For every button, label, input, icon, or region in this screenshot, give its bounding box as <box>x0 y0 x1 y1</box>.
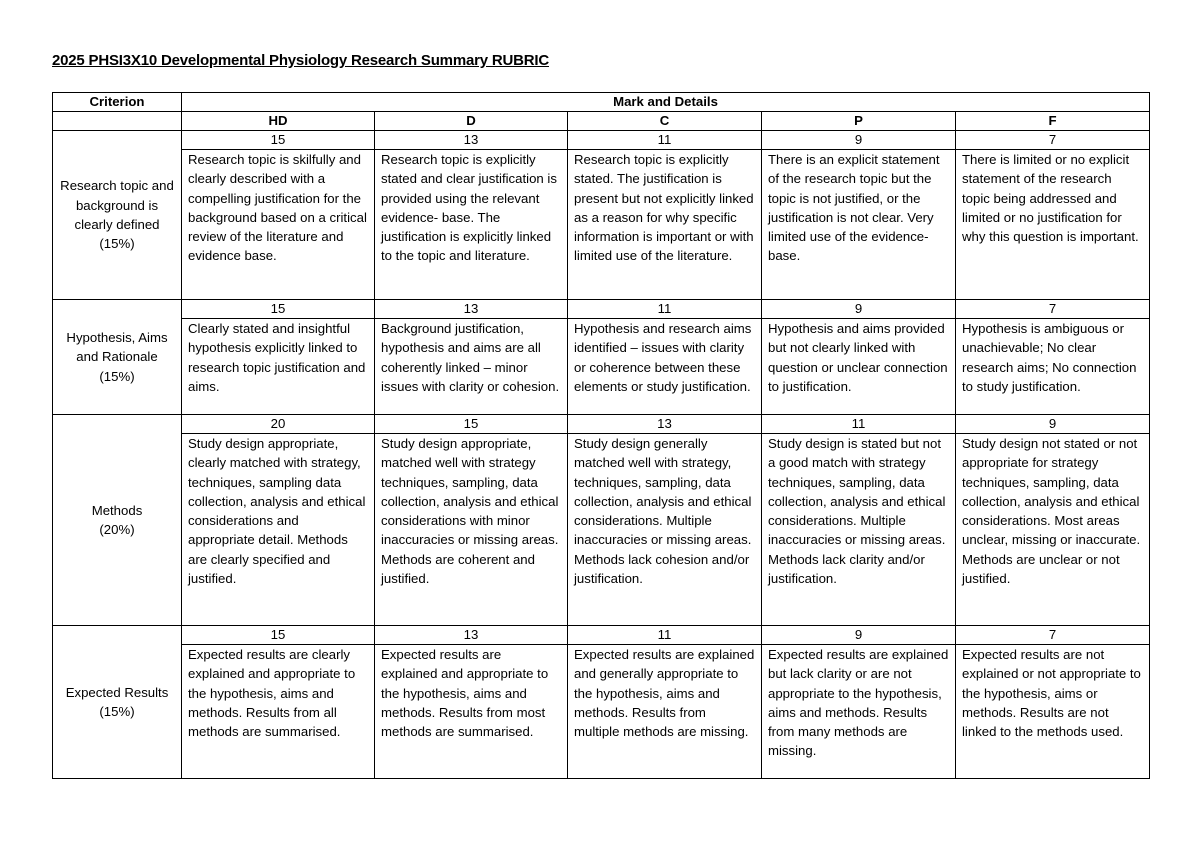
criterion-1-desc-row <box>53 150 1150 300</box>
grade-header-p: P <box>762 112 956 131</box>
criterion-header: Criterion <box>53 93 182 112</box>
mark-value: 15 <box>182 300 375 319</box>
grade-header-f: F <box>956 112 1150 131</box>
criterion-3-cell <box>53 415 182 626</box>
mark-value: 13 <box>375 626 568 645</box>
criterion-weight: (20%) <box>99 522 135 537</box>
document-title: 2025 PHSI3X10 Developmental Physiology Research Summary RUBRIC <box>52 52 549 69</box>
criterion-3-mark-row <box>53 415 1150 434</box>
mark-description: Expected results are explained and appropriate to the hypothesis, aims and methods. Results from most methods are summarised. <box>375 645 568 779</box>
criterion-1-mark-row <box>53 131 1150 150</box>
mark-description: Clearly stated and insightful hypothesis explicitly linked to research topic justification and aims. <box>182 319 375 415</box>
mark-value: 13 <box>375 131 568 150</box>
mark-description: Study design appropriate, matched well with strategy techniques, sampling, data collection, analysis and ethical considerations with minor inaccuracies or missing areas. Methods are coherent and justified. <box>375 434 568 626</box>
mark-value: 9 <box>762 131 956 150</box>
mark-value: 20 <box>182 415 375 434</box>
mark-description: Study design not stated or not appropriate for strategy techniques, sampling, data collection, analysis and ethical considerations. Most areas unclear, missing or inaccurate. Methods are unclear or not justified. <box>956 434 1150 626</box>
criterion-name: Hypothesis, Aims and Rationale <box>66 330 168 365</box>
criterion-2-desc-row <box>53 319 1150 415</box>
mark-description: Study design generally matched well with strategy, techniques, sampling, data collection, analysis and ethical considerations. Multiple inaccuracies or missing areas. Methods lack cohesion and/or justification. <box>568 434 762 626</box>
mark-value: 11 <box>568 131 762 150</box>
criterion-name: Expected Results <box>65 684 169 700</box>
mark-description: Research topic is explicitly stated. The justification is present but not explicitly linked as a reason for why specific information is important or with limited use of the literature. <box>568 150 762 300</box>
mark-value: 13 <box>568 415 762 434</box>
mark-value: 13 <box>375 300 568 319</box>
mark-value: 7 <box>956 300 1150 319</box>
mark-description: Research topic is skilfully and clearly described with a compelling justification for the background based on a critical review of the literature and evidence base. <box>182 150 375 300</box>
mark-description: Expected results are clearly explained and appropriate to the hypothesis, aims and methods. Results from all methods are summarised. <box>182 645 375 779</box>
mark-value: 11 <box>568 300 762 319</box>
mark-value: 9 <box>762 300 956 319</box>
mark-description: Expected results are not explained or not appropriate to the hypothesis, aims or methods. Results are not linked to the methods used. <box>956 645 1150 779</box>
mark-description: There is limited or no explicit statement of the research topic being addressed and limited or no justification for why this question is important. <box>956 150 1150 300</box>
criterion-4-desc-row <box>53 645 1150 779</box>
grade-header-d: D <box>375 112 568 131</box>
criterion-1-cell <box>53 131 182 300</box>
mark-value: 11 <box>568 626 762 645</box>
mark-description: Research topic is explicitly stated and clear justification is provided using the relevant evidence- base. The justification is explicitly linked to the topic and literature. <box>375 150 568 300</box>
mark-description: Study design is stated but not a good match with strategy techniques, sampling, data collection, analysis and ethical considerations. Multiple inaccuracies or missing areas. Methods lack clarity and/or justification. <box>762 434 956 626</box>
rubric-table <box>52 92 1150 779</box>
criterion-4-mark-row <box>53 626 1150 645</box>
mark-description: Hypothesis and research aims identified – issues with clarity or coherence between these elements or study justification. <box>568 319 762 415</box>
mark-description: Background justification, hypothesis and aims are all coherently linked – minor issues with clarity or cohesion. <box>375 319 568 415</box>
criterion-2-cell <box>53 300 182 415</box>
mark-value: 9 <box>762 626 956 645</box>
mark-description: Hypothesis and aims provided but not clearly linked with question or unclear connection to justification. <box>762 319 956 415</box>
mark-value: 11 <box>762 415 956 434</box>
grade-header-hd: HD <box>182 112 375 131</box>
mark-value: 15 <box>182 131 375 150</box>
criterion-name: Research topic and background is clearly defined <box>60 178 174 232</box>
criterion-2-mark-row <box>53 300 1150 319</box>
mark-value: 7 <box>956 131 1150 150</box>
criterion-weight: (15%) <box>99 236 135 252</box>
mark-value: 7 <box>956 626 1150 645</box>
criterion-weight: (15%) <box>99 368 135 384</box>
criterion-name: Methods <box>91 502 143 518</box>
criterion-4-cell <box>53 626 182 779</box>
mark-description: Expected results are explained and generally appropriate to the hypothesis, aims and methods. Results from multiple methods are missing. <box>568 645 762 779</box>
mark-value: 15 <box>375 415 568 434</box>
mark-description: Hypothesis is ambiguous or unachievable; No clear research aims; No connection to study justification. <box>956 319 1150 415</box>
mark-details-header: Mark and Details <box>182 93 1150 112</box>
grade-header-row <box>53 112 1150 131</box>
mark-description: Study design appropriate, clearly matched with strategy, techniques, sampling data collection, analysis and ethical considerations and appropriate detail. Methods are clearly specified and justified. <box>182 434 375 626</box>
criterion-weight: (15%) <box>99 704 135 719</box>
header-row <box>53 93 1150 112</box>
grade-header-blank <box>53 112 182 131</box>
mark-description: There is an explicit statement of the research topic but the topic is not justified, or the justification is not clear. Very limited use of the evidence-base. <box>762 150 956 300</box>
criterion-3-desc-row <box>53 434 1150 626</box>
grade-header-c: C <box>568 112 762 131</box>
mark-description: Expected results are explained but lack clarity or are not appropriate to the hypothesis, aims and methods. Results from many methods are missing. <box>762 645 956 779</box>
mark-value: 15 <box>182 626 375 645</box>
mark-value: 9 <box>956 415 1150 434</box>
